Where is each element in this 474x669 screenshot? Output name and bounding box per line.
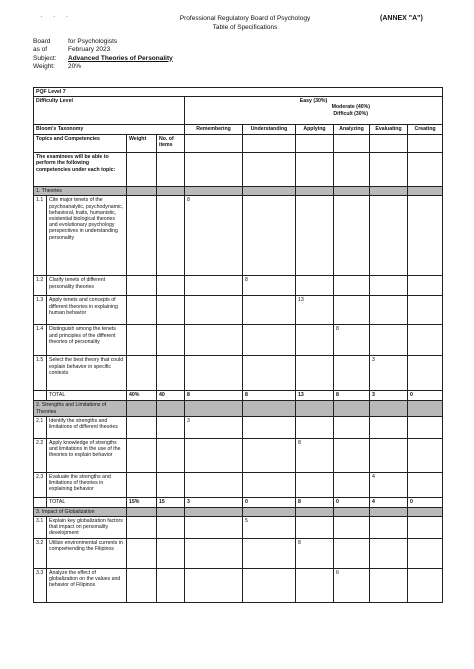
board-key: Board <box>33 38 51 45</box>
items-cell <box>157 517 185 539</box>
total-items: 40 <box>157 391 185 401</box>
subject-value: Advanced Theories of Personality <box>68 54 173 62</box>
item-count-cell <box>334 539 370 569</box>
subject-info <box>33 38 173 71</box>
item-count-cell <box>296 517 334 539</box>
table-of-specifications <box>33 87 443 603</box>
level-analyzing: Analyzing <box>334 125 370 135</box>
weight-cell <box>127 196 157 276</box>
asof-value: February 2023 <box>68 46 111 54</box>
item-count-cell <box>243 472 296 497</box>
item-count-cell <box>370 517 408 539</box>
items-cell <box>157 416 185 438</box>
level-creating: Creating <box>408 125 443 135</box>
total-weight: 40% <box>127 391 157 401</box>
competency-text: Analyze the effect of globalization on the values and behavior of Filipinos <box>47 569 127 603</box>
item-count-cell <box>370 539 408 569</box>
section-shaded-cell <box>243 401 296 416</box>
item-count-cell <box>243 438 296 472</box>
section-shaded-cell <box>127 187 157 196</box>
item-count-cell <box>334 472 370 497</box>
competency-text: Identify the strengths and limitations of different theories <box>47 416 127 438</box>
item-count-cell: 13 <box>296 296 334 325</box>
competency-text: Utilize environmental currents in comprehending the Filipinos <box>47 539 127 569</box>
item-count-cell <box>334 416 370 438</box>
item-count-cell <box>185 472 243 497</box>
total-row <box>34 391 443 401</box>
total-level-cell: 8 <box>296 497 334 507</box>
total-level-cell: 0 <box>334 497 370 507</box>
competency-text: Evaluate the strengths and limitations of theories in explaining behavior <box>47 472 127 497</box>
item-count-cell: 6 <box>334 569 370 603</box>
competency-number: 2.2 <box>34 438 47 472</box>
competency-row <box>34 356 443 391</box>
competency-number: 3.1 <box>34 517 47 539</box>
total-row <box>34 497 443 507</box>
section-shaded-cell <box>370 401 408 416</box>
item-count-cell <box>185 276 243 296</box>
section-title-row <box>34 187 443 196</box>
item-count-cell: 3 <box>185 416 243 438</box>
total-level-cell: 3 <box>370 391 408 401</box>
item-count-cell <box>408 539 443 569</box>
item-count-cell <box>243 569 296 603</box>
item-count-cell: 4 <box>370 472 408 497</box>
item-count-cell: 8 <box>334 325 370 356</box>
total-weight: 15% <box>127 497 157 507</box>
difficult-label: Difficult (30%) <box>333 110 369 117</box>
competency-number: 2.1 <box>34 416 47 438</box>
total-level-cell: 3 <box>185 497 243 507</box>
item-count-cell <box>185 438 243 472</box>
items-cell <box>157 569 185 603</box>
pqf-row <box>34 88 443 97</box>
items-cell <box>157 296 185 325</box>
item-count-cell <box>243 539 296 569</box>
scan-marks: · · · <box>40 12 73 21</box>
item-count-cell <box>334 517 370 539</box>
item-count-cell <box>370 296 408 325</box>
section-shaded-cell <box>157 401 185 416</box>
item-count-cell <box>185 296 243 325</box>
section-shaded-cell <box>243 507 296 516</box>
section-shaded-cell <box>157 507 185 516</box>
competency-number: 2.3 <box>34 472 47 497</box>
section-shaded-cell <box>127 401 157 416</box>
total-level-cell: 13 <box>296 391 334 401</box>
item-count-cell <box>185 569 243 603</box>
column-header-row <box>34 135 443 153</box>
item-count-cell <box>243 356 296 391</box>
item-count-cell <box>370 438 408 472</box>
competency-text: Distinguish among the tenets and principles of the different theories of personality <box>47 325 127 356</box>
item-count-cell: 8 <box>185 196 243 276</box>
level-applying: Applying <box>296 125 334 135</box>
weight-cell <box>127 438 157 472</box>
item-count-cell <box>334 356 370 391</box>
subject-key: Subject: <box>33 54 57 62</box>
pqf-level: PQF Level 7 <box>34 88 443 97</box>
weight-key: Weight: <box>33 62 55 70</box>
weight-cell <box>127 539 157 569</box>
competency-number: 3.2 <box>34 539 47 569</box>
section-shaded-cell <box>408 401 443 416</box>
weight-cell <box>127 296 157 325</box>
items-cell <box>157 276 185 296</box>
section-shaded-cell <box>296 507 334 516</box>
competency-row <box>34 569 443 603</box>
level-understanding: Understanding <box>243 125 296 135</box>
competency-row <box>34 539 443 569</box>
item-count-cell <box>370 276 408 296</box>
item-count-cell <box>408 296 443 325</box>
item-count-cell: 8 <box>296 438 334 472</box>
weight-cell <box>127 472 157 497</box>
item-count-cell <box>408 517 443 539</box>
item-count-cell <box>296 472 334 497</box>
item-count-cell <box>408 325 443 356</box>
competency-number: 1.4 <box>34 325 47 356</box>
asof-key: as of <box>33 46 48 54</box>
competency-text: Apply knowledge of strengths and limitations in the use of the theories to explain behavior <box>47 438 127 472</box>
items-cell <box>157 438 185 472</box>
section-title: 3. Impact of Globalization <box>34 507 127 516</box>
items-cell <box>157 356 185 391</box>
items-cell <box>157 325 185 356</box>
section-shaded-cell <box>127 507 157 516</box>
items-cell <box>157 472 185 497</box>
competency-text: Cite major tenets of the psychoanalytic, psychodynamic, behavioral, traits, humanistic, existential biological theories and evolutionary psychology perspectives in understanding personality <box>47 196 127 276</box>
item-count-cell <box>296 196 334 276</box>
item-count-cell <box>334 276 370 296</box>
section-shaded-cell <box>296 187 334 196</box>
section-shaded-cell <box>408 187 443 196</box>
section-title-row <box>34 401 443 416</box>
easy-label: Easy (30%) <box>299 98 328 105</box>
item-count-cell <box>243 416 296 438</box>
section-shaded-cell <box>334 401 370 416</box>
total-level-cell: 0 <box>243 497 296 507</box>
item-count-cell <box>408 416 443 438</box>
total-items: 15 <box>157 497 185 507</box>
item-count-cell: 3 <box>370 356 408 391</box>
item-count-cell: 5 <box>243 517 296 539</box>
section-shaded-cell <box>185 401 243 416</box>
total-label: TOTAL <box>47 391 127 401</box>
item-count-cell <box>370 325 408 356</box>
weight-value: 20% <box>68 62 82 70</box>
section-shaded-cell <box>243 187 296 196</box>
items-cell <box>157 196 185 276</box>
total-level-cell: 0 <box>408 497 443 507</box>
section-title: 2. Strengths and Limitations of Theories <box>34 401 127 416</box>
section-shaded-cell <box>185 507 243 516</box>
item-count-cell <box>296 569 334 603</box>
item-count-cell <box>296 276 334 296</box>
competency-row <box>34 472 443 497</box>
competency-row <box>34 517 443 539</box>
competency-text: Explain key globalization factors that impact on personality development <box>47 517 127 539</box>
difficulty-levels <box>185 97 443 125</box>
document-title: Table of Specifications <box>212 23 278 31</box>
item-count-cell <box>296 356 334 391</box>
competency-number: 1.3 <box>34 296 47 325</box>
total-level-cell: 8 <box>243 391 296 401</box>
section-shaded-cell <box>370 187 408 196</box>
board-value: for Psychologists <box>68 38 118 45</box>
competency-text: Apply tenets and concepts of different theories in explaining human behavior <box>47 296 127 325</box>
total-level-cell: 4 <box>370 497 408 507</box>
item-count-cell <box>334 196 370 276</box>
item-count-cell <box>408 438 443 472</box>
weight-cell <box>127 416 157 438</box>
competency-row <box>34 296 443 325</box>
bloom-row <box>34 125 443 135</box>
section-shaded-cell <box>296 401 334 416</box>
weight-cell <box>127 569 157 603</box>
weight-cell <box>127 356 157 391</box>
item-count-cell <box>334 438 370 472</box>
weight-cell <box>127 517 157 539</box>
item-count-cell <box>408 196 443 276</box>
competency-row <box>34 276 443 296</box>
difficulty-label: Difficulty Level <box>34 97 185 125</box>
competency-text: Select the best theory that could explain behavior in specific contexts <box>47 356 127 391</box>
total-level-cell: 0 <box>408 391 443 401</box>
items-header: No. of items <box>157 135 185 153</box>
level-remembering: Remembering <box>185 125 243 135</box>
level-evaluating: Evaluating <box>370 125 408 135</box>
topics-header: Topics and Competencies <box>34 135 127 153</box>
item-count-cell: 8 <box>296 539 334 569</box>
items-cell <box>157 539 185 569</box>
total-level-cell: 8 <box>334 391 370 401</box>
item-count-cell <box>185 356 243 391</box>
item-count-cell <box>185 517 243 539</box>
item-count-cell <box>334 296 370 325</box>
total-level-cell: 8 <box>185 391 243 401</box>
competency-row <box>34 416 443 438</box>
item-count-cell <box>408 356 443 391</box>
competency-text: Clarify tenets of different personality theories <box>47 276 127 296</box>
item-count-cell <box>243 296 296 325</box>
item-count-cell <box>370 416 408 438</box>
weight-cell <box>127 276 157 296</box>
competency-number: 1.1 <box>34 196 47 276</box>
competency-number: 1.2 <box>34 276 47 296</box>
section-shaded-cell <box>185 187 243 196</box>
section-title: 1. Theories <box>34 187 127 196</box>
weight-header: Weight <box>127 135 157 153</box>
item-count-cell <box>408 569 443 603</box>
difficulty-row <box>34 97 443 125</box>
item-count-cell <box>296 416 334 438</box>
bloom-label: Bloom's Taxonomy <box>34 125 185 135</box>
document-header <box>160 15 330 32</box>
competency-number: 3.3 <box>34 569 47 603</box>
section-title-row <box>34 507 443 516</box>
item-count-cell <box>296 325 334 356</box>
organization-name: Professional Regulatory Board of Psychology <box>179 15 311 22</box>
item-count-cell: 8 <box>243 276 296 296</box>
total-label: TOTAL <box>47 497 127 507</box>
item-count-cell <box>370 196 408 276</box>
item-count-cell <box>185 539 243 569</box>
section-shaded-cell <box>370 507 408 516</box>
section-shaded-cell <box>408 507 443 516</box>
item-count-cell <box>408 472 443 497</box>
item-count-cell <box>370 569 408 603</box>
moderate-label: Moderate (40%) <box>331 104 371 111</box>
section-shaded-cell <box>157 187 185 196</box>
item-count-cell <box>243 325 296 356</box>
competency-number: 1.5 <box>34 356 47 391</box>
weight-cell <box>127 325 157 356</box>
competency-row <box>34 196 443 276</box>
intro-row <box>34 153 443 187</box>
item-count-cell <box>243 196 296 276</box>
intro-text: The examinees will be able to perform the following competencies under each topic: <box>34 153 127 187</box>
section-shaded-cell <box>334 507 370 516</box>
item-count-cell <box>408 276 443 296</box>
competency-row <box>34 438 443 472</box>
competency-row <box>34 325 443 356</box>
section-shaded-cell <box>334 187 370 196</box>
annex-label: (ANNEX "A") <box>380 15 423 22</box>
item-count-cell <box>185 325 243 356</box>
